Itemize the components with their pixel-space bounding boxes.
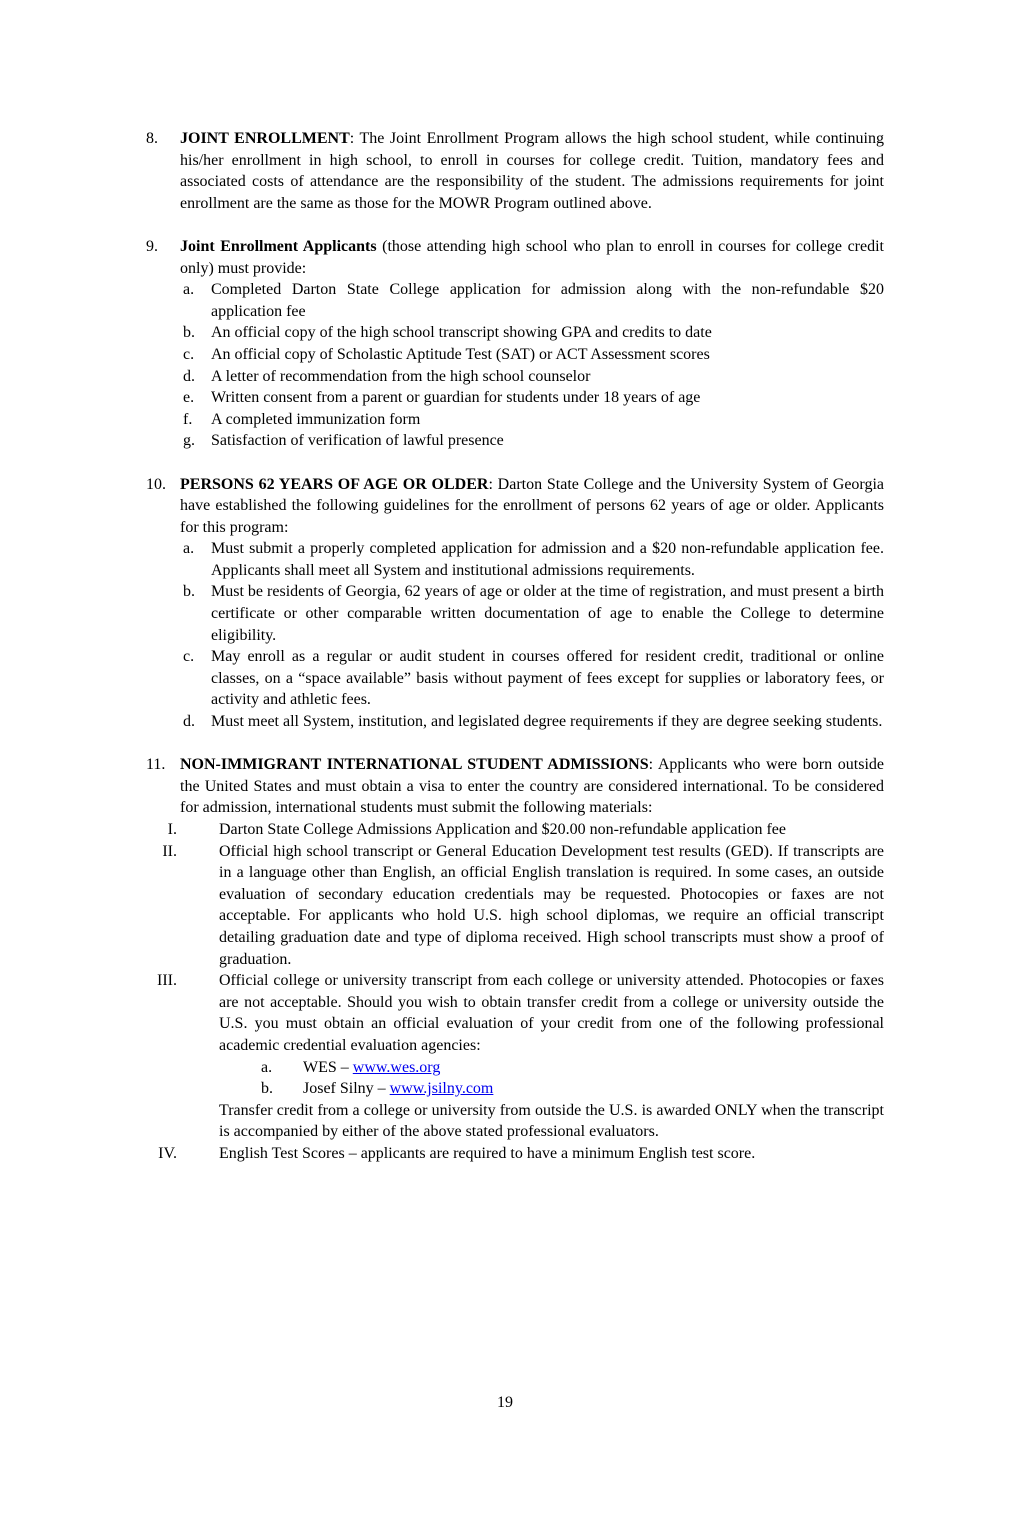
list-item	[180, 711, 884, 733]
list-letter: b.	[183, 324, 195, 342]
list-item	[180, 538, 884, 581]
section-text: : Darton State College and the University System of Georgia have established the following guidelines for the enrollment of persons 62 years of age or older. Applicants for this program:	[180, 475, 885, 536]
list-text: Must be residents of Georgia, 62 years of age or older at the time of registration, and must present a birth certificate or other comparable written documentation of age to enable the College to determine eligibility.	[211, 583, 884, 644]
guidelines-list	[180, 538, 884, 732]
page-number: 19	[497, 1394, 513, 1411]
list-item	[146, 1143, 884, 1165]
section-heading: PERSONS 62 YEARS OF AGE OR OLDER	[180, 475, 489, 493]
roman-numeral: IV.	[158, 1144, 177, 1162]
list-letter: e.	[183, 389, 195, 407]
agency-item	[146, 1078, 884, 1100]
agency-name: WES –	[303, 1058, 353, 1076]
section-persons-62-or-older	[146, 474, 884, 733]
section-text: (those attending high school who plan to enroll in courses for college credit only) must provide:	[180, 237, 884, 277]
list-item	[180, 430, 884, 452]
item-number: 11.	[146, 756, 166, 774]
item-number: 9.	[146, 237, 158, 255]
list-item	[180, 344, 884, 366]
section-text: : The Joint Enrollment Program allows the high school student, while continuing his/her enrollment in high school, to enroll in courses for college credit. Tuition, mandatory fees and associated costs of attendance are the responsibility of the student. The admissions requirements for joint enrollment are the same as those for the MOWR Program outlined above.	[180, 130, 884, 212]
list-text: A letter of recommendation from the high school counselor	[211, 367, 591, 385]
list-text: Official high school transcript or General Education Development test results (GED). If transcripts are in a language other than English, an official English translation is required. In some cases, an outside evaluation of secondary education credentials may be requested. Photocopies or faxes are not acceptable. For applicants who hold U.S. high school diplomas, we require an official transcript detailing graduation date and type of diploma received. High school transcripts must show a proof of graduation.	[219, 842, 884, 968]
requirements-list	[180, 279, 884, 452]
section-joint-enrollment-applicants	[146, 236, 884, 452]
list-letter: b.	[261, 1080, 273, 1098]
document-body	[146, 128, 884, 1165]
list-item	[146, 819, 884, 841]
jsilny-link[interactable]: www.jsilny.com	[389, 1080, 494, 1098]
list-item	[180, 322, 884, 344]
item-number: 8.	[146, 130, 158, 147]
section-joint-enrollment	[146, 128, 884, 214]
list-letter: a.	[261, 1058, 273, 1076]
list-letter: g.	[183, 432, 195, 450]
roman-numeral: II.	[162, 842, 177, 860]
list-item	[146, 970, 884, 1056]
list-text: Written consent from a parent or guardian for students under 18 years of age	[211, 389, 701, 407]
list-letter: c.	[183, 345, 195, 363]
list-letter: a.	[183, 540, 195, 558]
item-number: 10.	[146, 475, 166, 493]
list-letter: f.	[183, 410, 193, 428]
list-item	[180, 366, 884, 388]
materials-list	[146, 819, 884, 1165]
list-text: An official copy of Scholastic Aptitude Test (SAT) or ACT Assessment scores	[211, 345, 710, 363]
list-text: An official copy of the high school transcript showing GPA and credits to date	[211, 324, 712, 342]
list-item	[180, 581, 884, 646]
list-item	[146, 841, 884, 971]
list-letter: b.	[183, 583, 195, 601]
list-text: Official college or university transcript from each college or university attended. Photocopies or faxes are not acceptable. Should you wish to obtain transfer credit from a college or university outside the U.S. you must obtain an official evaluation of your credit from one of the following professional academic credential evaluation agencies:	[219, 972, 884, 1054]
list-letter: d.	[183, 713, 195, 731]
list-letter: a.	[183, 281, 195, 299]
roman-numeral: I.	[167, 821, 177, 838]
wes-link[interactable]: www.wes.org	[352, 1058, 441, 1076]
list-text: Darton State College Admissions Application and $20.00 non-refundable application fee	[219, 821, 786, 838]
list-letter: d.	[183, 367, 195, 385]
list-text: Completed Darton State College application for admission along with the non-refundable $20 application fee	[211, 281, 884, 320]
list-text: Must meet all System, institution, and legislated degree requirements if they are degree seeking students.	[211, 713, 883, 731]
section-international-admissions	[146, 754, 884, 1164]
list-item	[180, 646, 884, 711]
list-letter: c.	[183, 648, 195, 666]
list-text: English Test Scores – applicants are required to have a minimum English test score.	[219, 1144, 756, 1162]
section-heading: NON-IMMIGRANT INTERNATIONAL STUDENT ADMISSIONS	[180, 756, 649, 774]
list-item	[180, 279, 884, 322]
transfer-note: Transfer credit from a college or university from outside the U.S. is awarded ONLY when the transcript is accompanied by either of the above stated professional evaluators.	[219, 1101, 884, 1141]
list-text: May enroll as a regular or audit student in courses offered for resident credit, traditional or online classes, on a “space available” basis without payment of fees except for supplies or laboratory fees, or activity and athletic fees.	[211, 648, 884, 709]
agency-item	[146, 1057, 884, 1079]
section-heading: JOINT ENROLLMENT	[180, 130, 350, 147]
roman-numeral: III.	[157, 972, 177, 990]
list-text: A completed immunization form	[211, 410, 421, 428]
agency-name: Josef Silny –	[303, 1080, 390, 1098]
list-item	[180, 387, 884, 409]
list-item	[180, 409, 884, 431]
section-heading: Joint Enrollment Applicants	[180, 237, 377, 255]
list-text: Must submit a properly completed application for admission and a $20 non-refundable application fee. Applicants shall meet all System and institutional admissions requirements.	[211, 540, 884, 579]
section-text: : Applicants who were born outside the United States and must obtain a visa to enter the country are considered international. To be considered for admission, international students must submit the following materials:	[180, 756, 884, 817]
list-text: Satisfaction of verification of lawful presence	[211, 432, 504, 450]
